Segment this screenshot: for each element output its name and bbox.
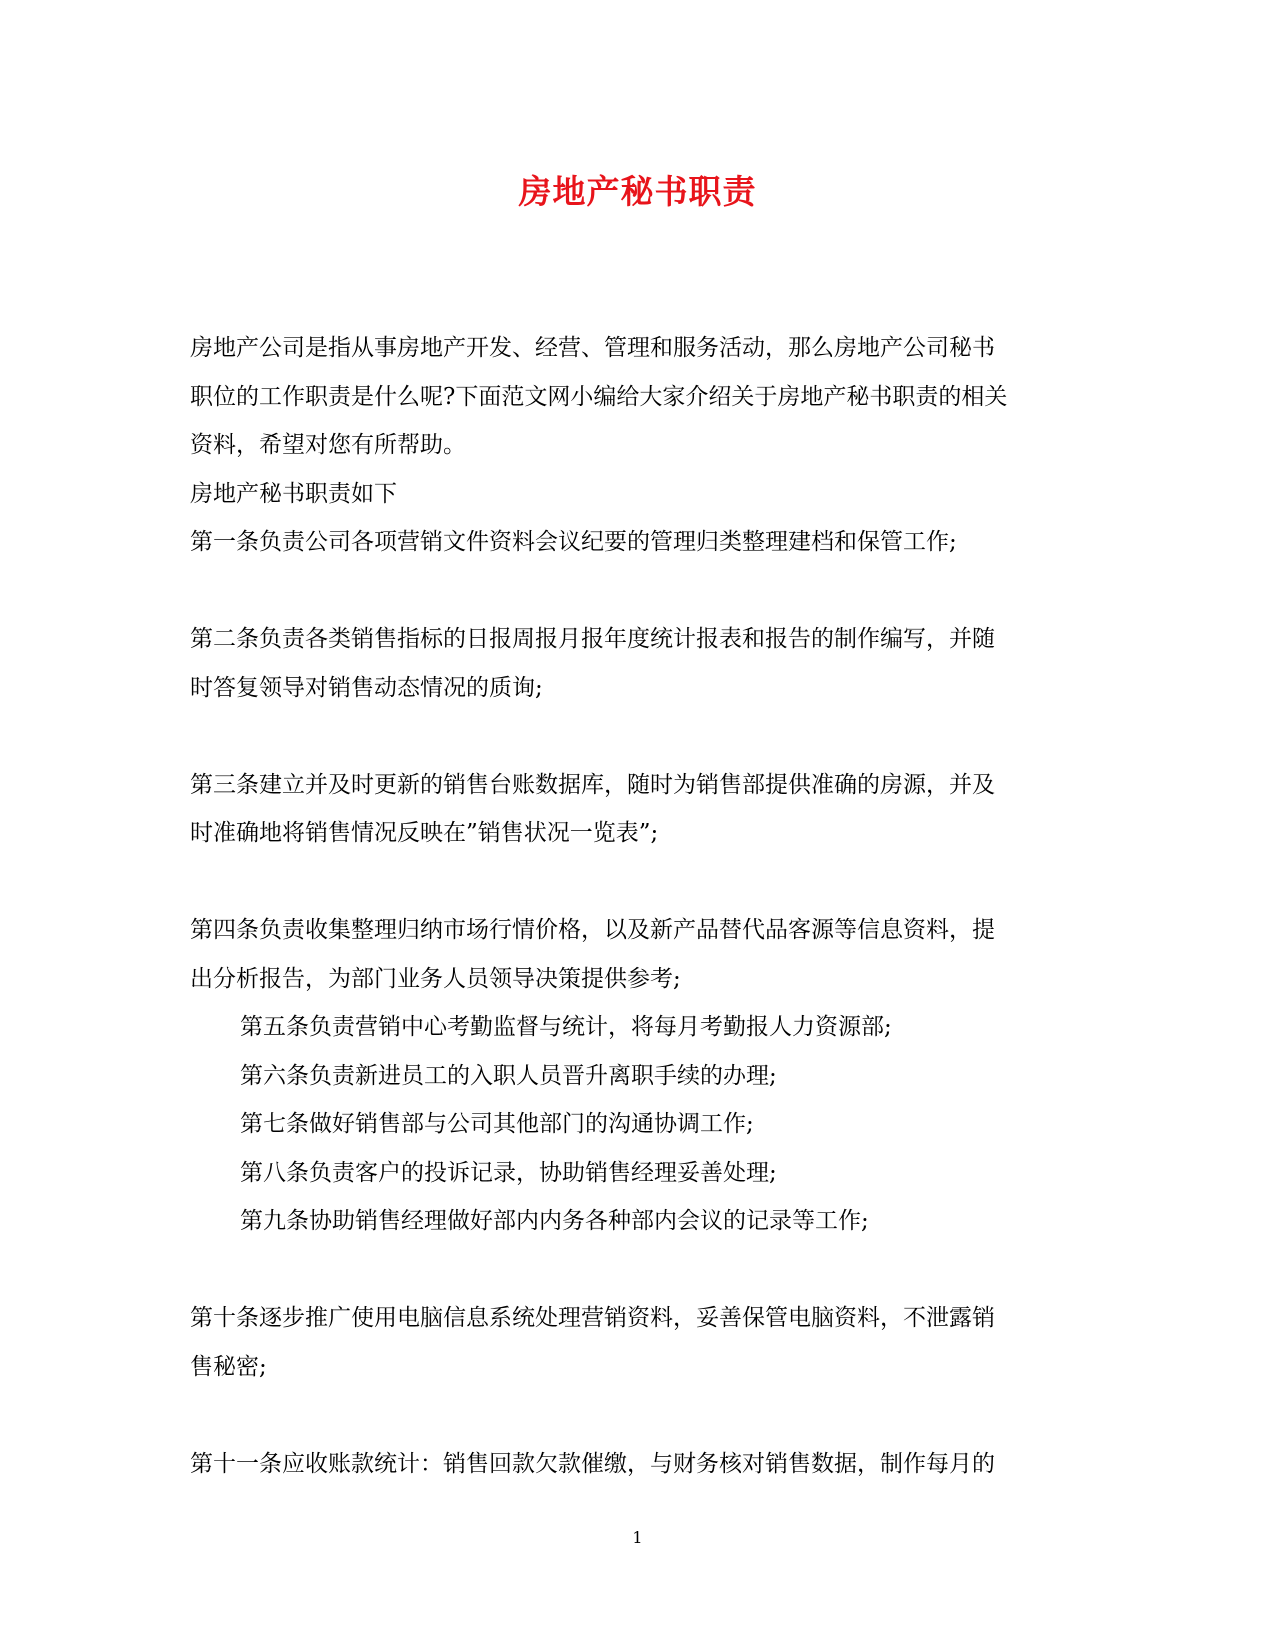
- section-heading: 房地产秘书职责如下: [190, 480, 397, 507]
- article-6: 第六条负责新进员工的入职人员晋升离职手续的办理;: [240, 1062, 777, 1089]
- article-4-line-1: 第四条负责收集整理归纳市场行情价格，以及新产品替代品客源等信息资料，提: [190, 917, 995, 943]
- paragraph-gap: [190, 712, 1080, 761]
- paragraph-gap: [190, 567, 1080, 616]
- intro-line-1: 房地产公司是指从事房地产开发、经营、管理和服务活动，那么房地产公司秘书: [190, 335, 995, 361]
- article-1: 第一条负责公司各项营销文件资料会议纪要的管理归类整理建档和保管工作;: [190, 529, 957, 555]
- document-body: [190, 324, 1080, 1488]
- paragraph-gap: [190, 1391, 1080, 1440]
- paragraph-gap: [190, 858, 1080, 907]
- article-10-line-2: 售秘密;: [190, 1353, 267, 1380]
- intro-line-3: 资料，希望对您有所帮助。: [190, 432, 466, 458]
- article-11-line-1: 第十一条应收账款统计：销售回款欠款催缴，与财务核对销售数据，制作每月的: [190, 1450, 995, 1477]
- article-10-line-1: 第十条逐步推广使用电脑信息系统处理营销资料，妥善保管电脑资料，不泄露销: [190, 1305, 995, 1331]
- article-5: 第五条负责营销中心考勤监督与统计，将每月考勤报人力资源部;: [240, 1014, 892, 1040]
- article-3-line-2: 时准确地将销售情况反映在”销售状况一览表”;: [190, 820, 659, 846]
- article-4-line-2: 出分析报告，为部门业务人员领导决策提供参考;: [190, 965, 681, 992]
- document-title: 房地产秘书职责: [518, 172, 757, 211]
- paragraph-gap: [190, 1246, 1080, 1295]
- article-2-line-1: 第二条负责各类销售指标的日报周报月报年度统计报表和报告的制作编写，并随: [190, 626, 995, 652]
- article-9: 第九条协助销售经理做好部内内务各种部内会议的记录等工作;: [240, 1208, 869, 1234]
- article-3-line-1: 第三条建立并及时更新的销售台账数据库，随时为销售部提供准确的房源，并及: [190, 771, 995, 798]
- article-7: 第七条做好销售部与公司其他部门的沟通协调工作;: [240, 1111, 754, 1137]
- article-8: 第八条负责客户的投诉记录，协助销售经理妥善处理;: [240, 1159, 777, 1186]
- article-2-line-2: 时答复领导对销售动态情况的质询;: [190, 674, 543, 701]
- intro-line-2: 职位的工作职责是什么呢?下面范文网小编给大家介绍关于房地产秘书职责的相关: [190, 383, 1008, 410]
- page-number: 1: [632, 1528, 643, 1547]
